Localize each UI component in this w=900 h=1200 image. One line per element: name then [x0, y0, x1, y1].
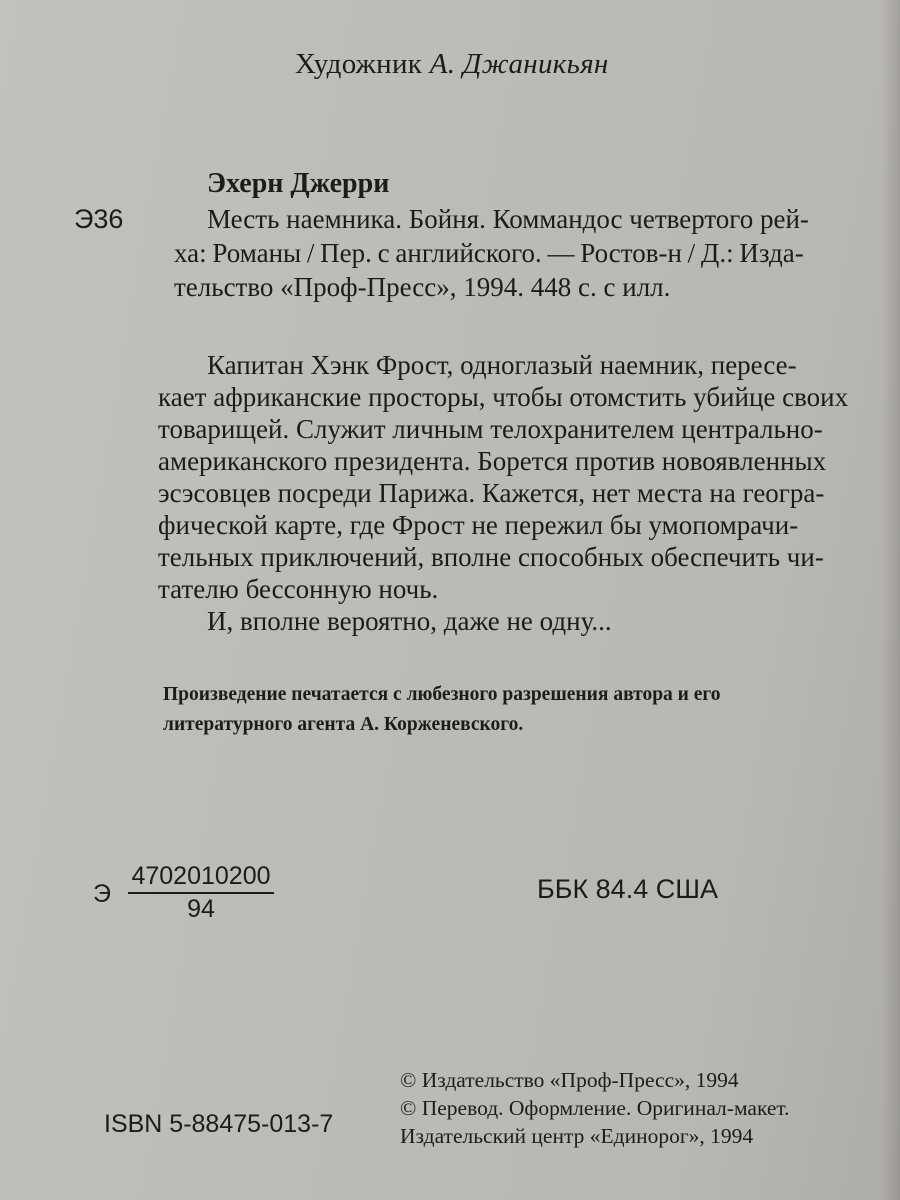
annotation-line: Капитан Хэнк Фрост, одноглазый наемник, пересе-: [207, 350, 797, 380]
isbn: ISBN 5-88475-013-7: [104, 1110, 334, 1138]
index-code-numerator: 4702010200: [128, 862, 274, 894]
annotation-line: кает африканские просторы, чтобы отомстить убийце своих: [158, 382, 849, 412]
author-name: Эхерн Джерри: [207, 168, 390, 199]
book-annotation: [0, 350, 900, 636]
artist-credit-name: А. Джаникьян: [429, 48, 609, 80]
annotation-line: тателю бессонную ночь.: [158, 574, 439, 604]
permission-line: литературного агента А. Корженевского.: [163, 714, 524, 735]
bibliographic-line: тельство «Проф-Пресс», 1994. 448 с. с илл.: [174, 272, 671, 302]
annotation-line: эсэсовцев посреди Парижа. Кажется, нет места на геогра-: [158, 478, 825, 508]
index-code-fraction: [128, 862, 274, 924]
annotation-line: И, вполне вероятно, даже не одну...: [207, 606, 612, 636]
copyright-line: © Издательство «Проф-Пресс», 1994: [400, 1068, 739, 1092]
permission-notice: [0, 684, 900, 744]
artist-credit: [295, 48, 609, 81]
bibliographic-description: [0, 204, 900, 314]
index-code-prefix: Э: [93, 880, 111, 908]
copyright-block: [0, 1068, 900, 1158]
catalog-class-code: Э36: [74, 204, 124, 234]
bbk-code: ББК 84.4 США: [537, 874, 718, 904]
permission-line: Произведение печатается с любезного разрешения автора и его: [163, 684, 721, 705]
annotation-line: фической карте, где Фрост не пережил бы умопомрачи-: [158, 510, 799, 540]
bibliographic-line: ха: Романы / Пер. с английского. — Ростов-н / Д.: Изда-: [174, 238, 804, 268]
copyright-line: Издательский центр «Единорог», 1994: [400, 1124, 754, 1148]
artist-credit-label: Художник: [295, 48, 423, 80]
annotation-line: тельных приключений, вполне способных обеспечить чи-: [158, 542, 824, 572]
bibliographic-line: Месть наемника. Бойня. Коммандос четвертого рей-: [207, 204, 809, 234]
index-code-denominator: 94: [187, 895, 215, 923]
annotation-line: товарищей. Служит личным телохранителем центрально-: [158, 414, 823, 444]
copyright-line: © Перевод. Оформление. Оригинал-макет.: [400, 1096, 790, 1120]
annotation-line: американского президента. Борется против новоявленных: [158, 446, 827, 476]
